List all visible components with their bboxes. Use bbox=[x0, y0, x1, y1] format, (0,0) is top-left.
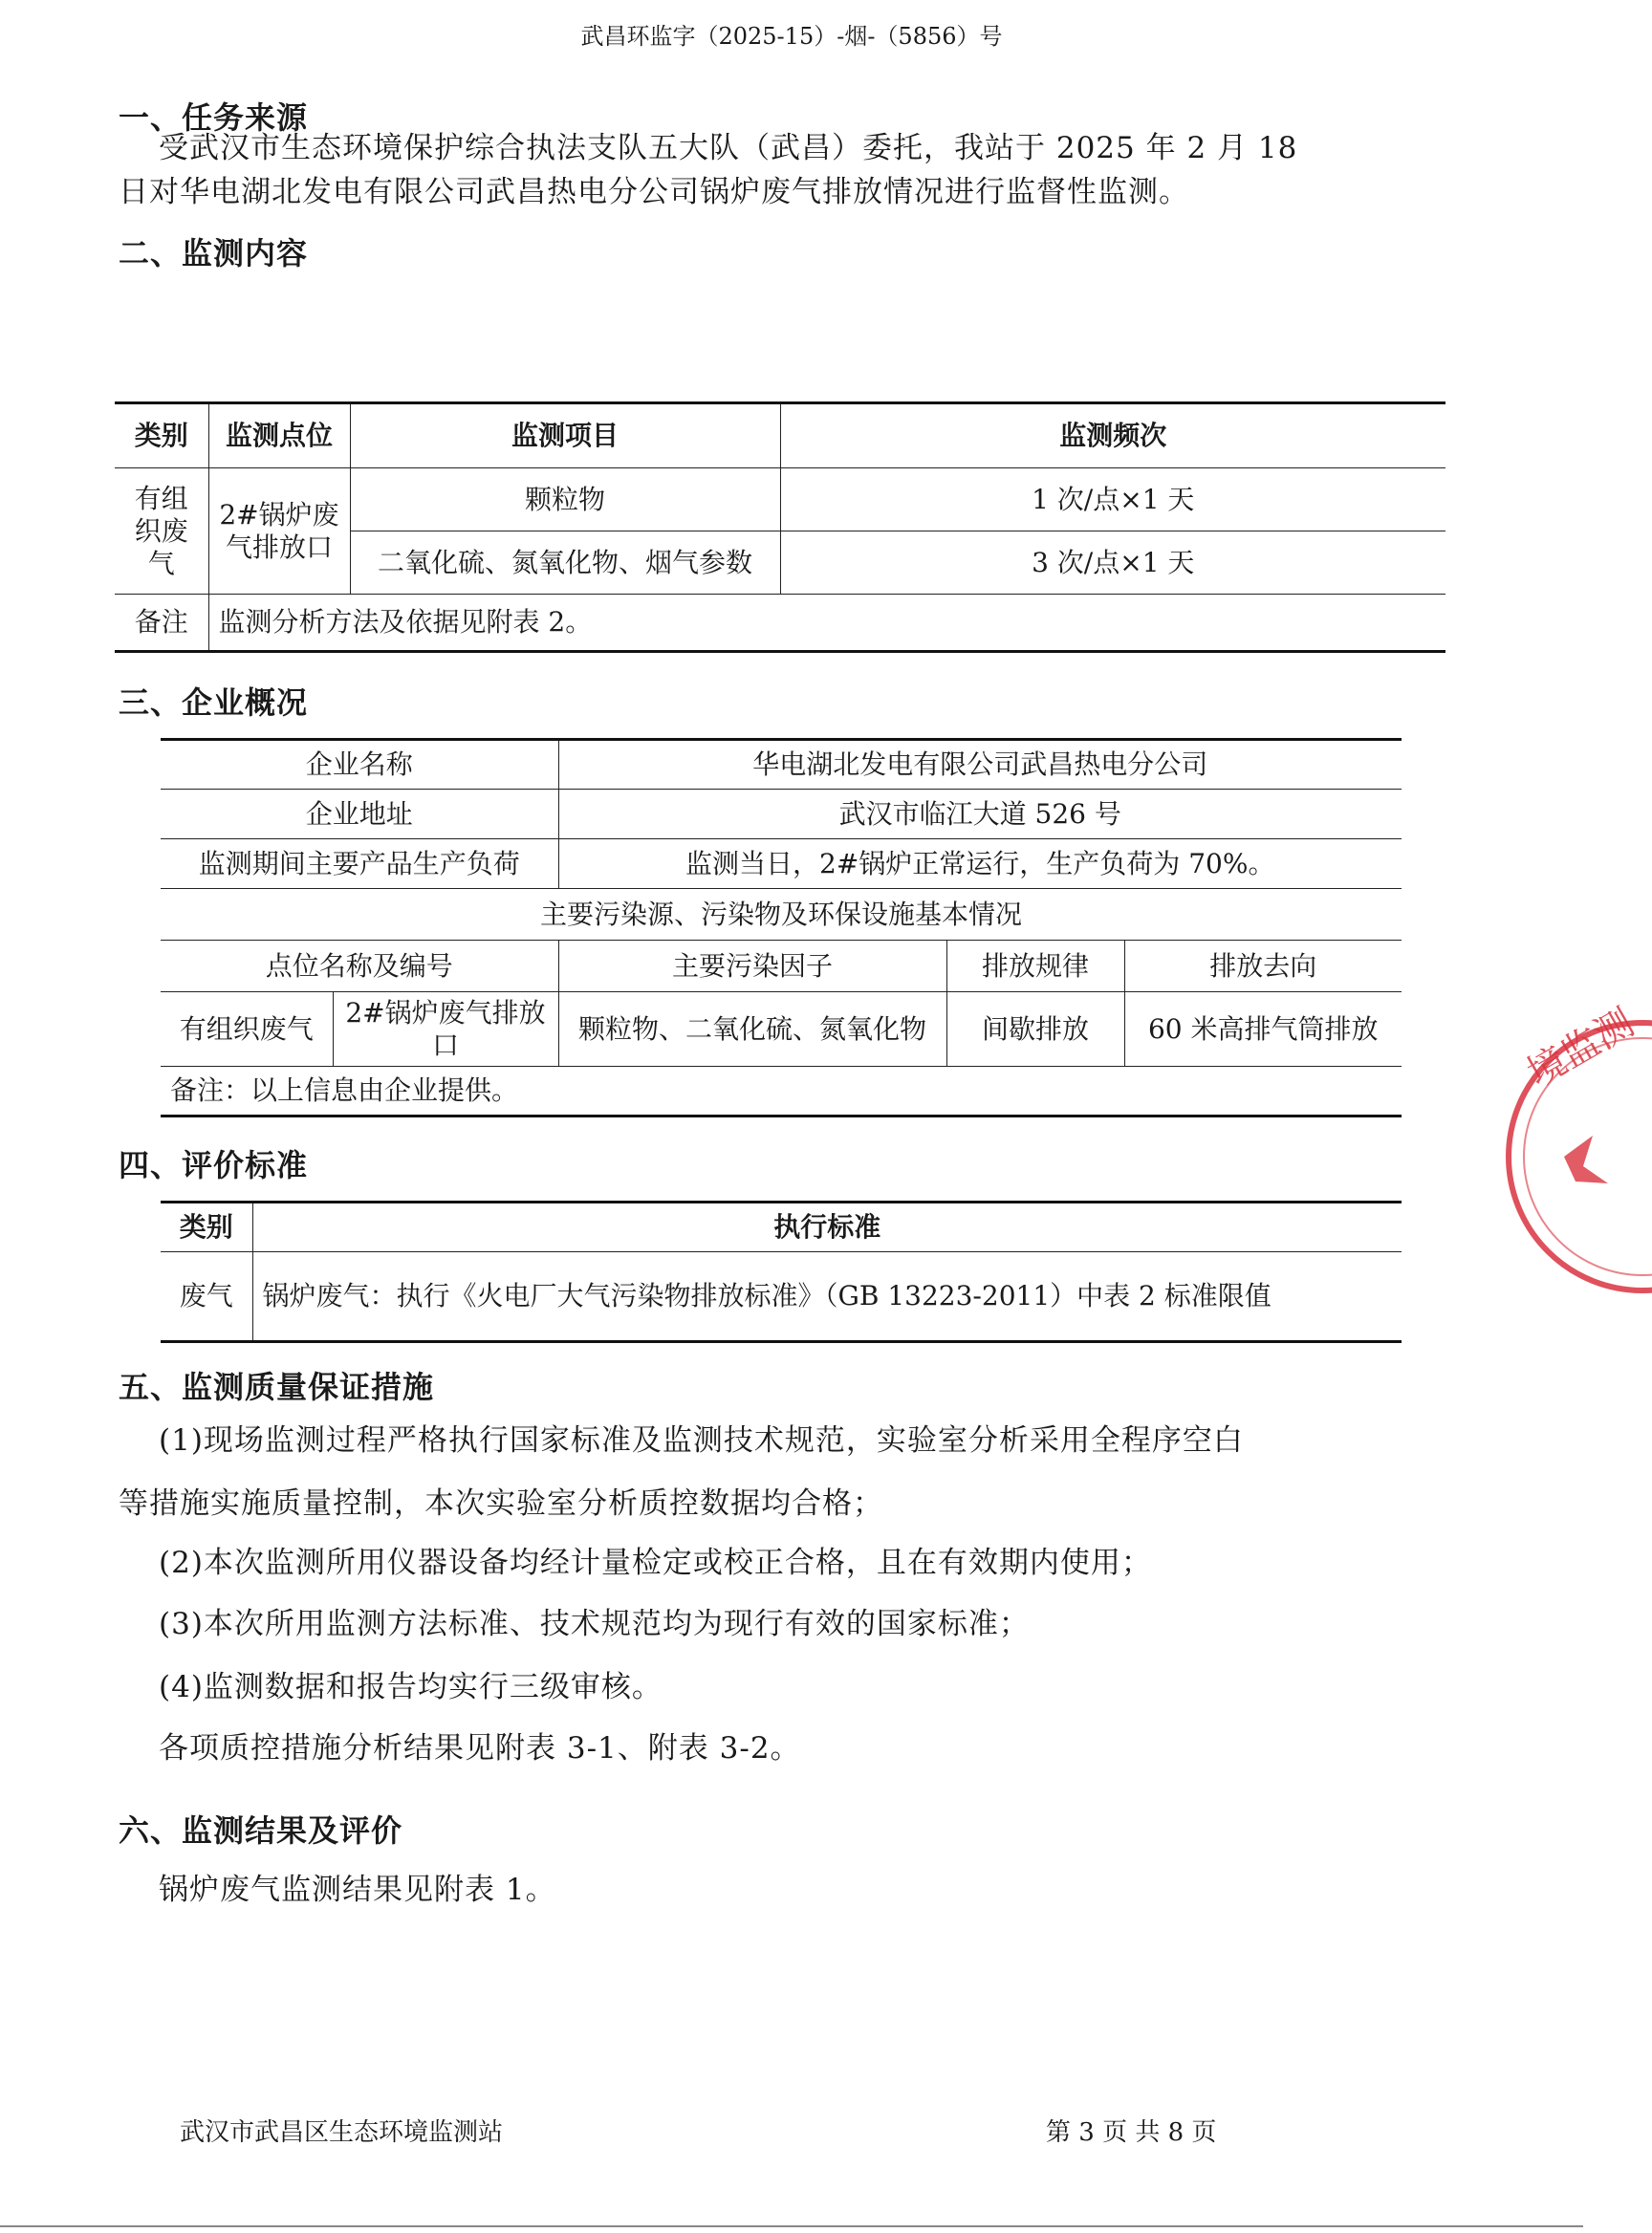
note-text: 监测分析方法及依据见附表 2。 bbox=[208, 595, 1446, 652]
company-name-label: 企业名称 bbox=[161, 740, 558, 790]
company-overview-table bbox=[161, 738, 1402, 1117]
monitoring-content-table bbox=[115, 401, 1446, 653]
result-text: 锅炉废气监测结果见附表 1。 bbox=[159, 1873, 556, 1907]
official-seal-stamp bbox=[1480, 1000, 1652, 1300]
section-4-title: 四、评价标准 bbox=[119, 1147, 309, 1183]
qa-summary: 各项质控措施分析结果见附表 3-1、附表 3-2。 bbox=[159, 1731, 801, 1766]
column-discharge-rule: 排放规律 bbox=[946, 941, 1124, 992]
qa-item-2: (2)本次监测所用仪器设备均经计量检定或校正合格，且在有效期内使用； bbox=[159, 1546, 1152, 1580]
table-header: 监测频次 bbox=[780, 403, 1446, 468]
document-number: 武昌环监字（2025-15）-烟-（5856）号 bbox=[580, 23, 1003, 50]
row-discharge-rule: 间歇排放 bbox=[946, 992, 1124, 1067]
standard-category: 废气 bbox=[161, 1252, 252, 1342]
footer-organization: 武汉市武昌区生态环境监测站 bbox=[180, 2118, 504, 2147]
qa-item-1-line-1: (1)现场监测过程严格执行国家标准及监测技术规范，实验室分析采用全程序空白 bbox=[159, 1423, 1244, 1458]
production-load-value: 监测当日，2#锅炉正常运行，生产负荷为 70%。 bbox=[558, 839, 1402, 889]
item-cell: 颗粒物 bbox=[350, 468, 780, 531]
row-discharge-destination: 60 米高排气筒排放 bbox=[1124, 992, 1402, 1067]
qa-item-4: (4)监测数据和报告均实行三级审核。 bbox=[159, 1670, 663, 1704]
section-1-title: 一、任务来源 bbox=[119, 99, 309, 136]
company-name-value: 华电湖北发电有限公司武昌热电分公司 bbox=[558, 740, 1402, 790]
qa-item-3: (3)本次所用监测方法标准、技术规范均为现行有效的国家标准； bbox=[159, 1607, 1030, 1641]
company-note: 备注：以上信息由企业提供。 bbox=[161, 1067, 1402, 1116]
column-point-name: 点位名称及编号 bbox=[161, 941, 558, 992]
table-header: 监测点位 bbox=[208, 403, 350, 468]
column-standard: 执行标准 bbox=[252, 1203, 1402, 1252]
section-1-line-1: 受武汉市生态环境保护综合执法支队五大队（武昌）委托，我站于 2025 年 2 月 18 bbox=[159, 131, 1298, 165]
section-3-title: 三、企业概况 bbox=[119, 684, 309, 721]
seal-star-icon bbox=[1564, 1136, 1608, 1183]
qa-item-1-line-2: 等措施实施质量控制，本次实验室分析质控数据均合格； bbox=[119, 1486, 883, 1521]
section-1-line-2: 日对华电湖北发电有限公司武昌热电分公司锅炉废气排放情况进行监督性监测。 bbox=[119, 175, 1189, 209]
row-point-name: 2#锅炉废气排放口 bbox=[333, 992, 558, 1067]
note-label: 备注 bbox=[115, 595, 208, 652]
production-load-label: 监测期间主要产品生产负荷 bbox=[161, 839, 558, 889]
table-header: 监测项目 bbox=[350, 403, 780, 468]
table-header: 类别 bbox=[115, 403, 208, 468]
row-emission-type: 有组织废气 bbox=[161, 992, 333, 1067]
footer-page-number: 第 3 页 共 8 页 bbox=[1046, 2118, 1217, 2147]
point-cell: 2#锅炉废气排放口 bbox=[208, 468, 350, 595]
item-cell: 二氧化硫、氮氧化物、烟气参数 bbox=[350, 531, 780, 595]
category-cell: 有组织废气 bbox=[115, 468, 208, 595]
standard-text: 锅炉废气：执行《火电厂大气污染物排放标准》（GB 13223-2011）中表 2 标准限值 bbox=[252, 1252, 1402, 1342]
pollution-source-subtitle: 主要污染源、污染物及环保设施基本情况 bbox=[161, 889, 1402, 941]
section-2-title: 二、监测内容 bbox=[119, 235, 309, 271]
column-discharge-destination: 排放去向 bbox=[1124, 941, 1402, 992]
column-pollution-factor: 主要污染因子 bbox=[558, 941, 946, 992]
seal-text: 境监测 bbox=[1520, 1000, 1641, 1096]
section-5-title: 五、监测质量保证措施 bbox=[119, 1369, 435, 1405]
page-bottom-edge bbox=[0, 2225, 1583, 2227]
section-6-title: 六、监测结果及评价 bbox=[119, 1812, 403, 1849]
company-address-label: 企业地址 bbox=[161, 790, 558, 839]
row-pollution-factor: 颗粒物、二氧化硫、氮氧化物 bbox=[558, 992, 946, 1067]
frequency-cell: 1 次/点×1 天 bbox=[780, 468, 1446, 531]
company-address-value: 武汉市临江大道 526 号 bbox=[558, 790, 1402, 839]
frequency-cell: 3 次/点×1 天 bbox=[780, 531, 1446, 595]
evaluation-standard-table bbox=[161, 1201, 1402, 1343]
column-category: 类别 bbox=[161, 1203, 252, 1252]
